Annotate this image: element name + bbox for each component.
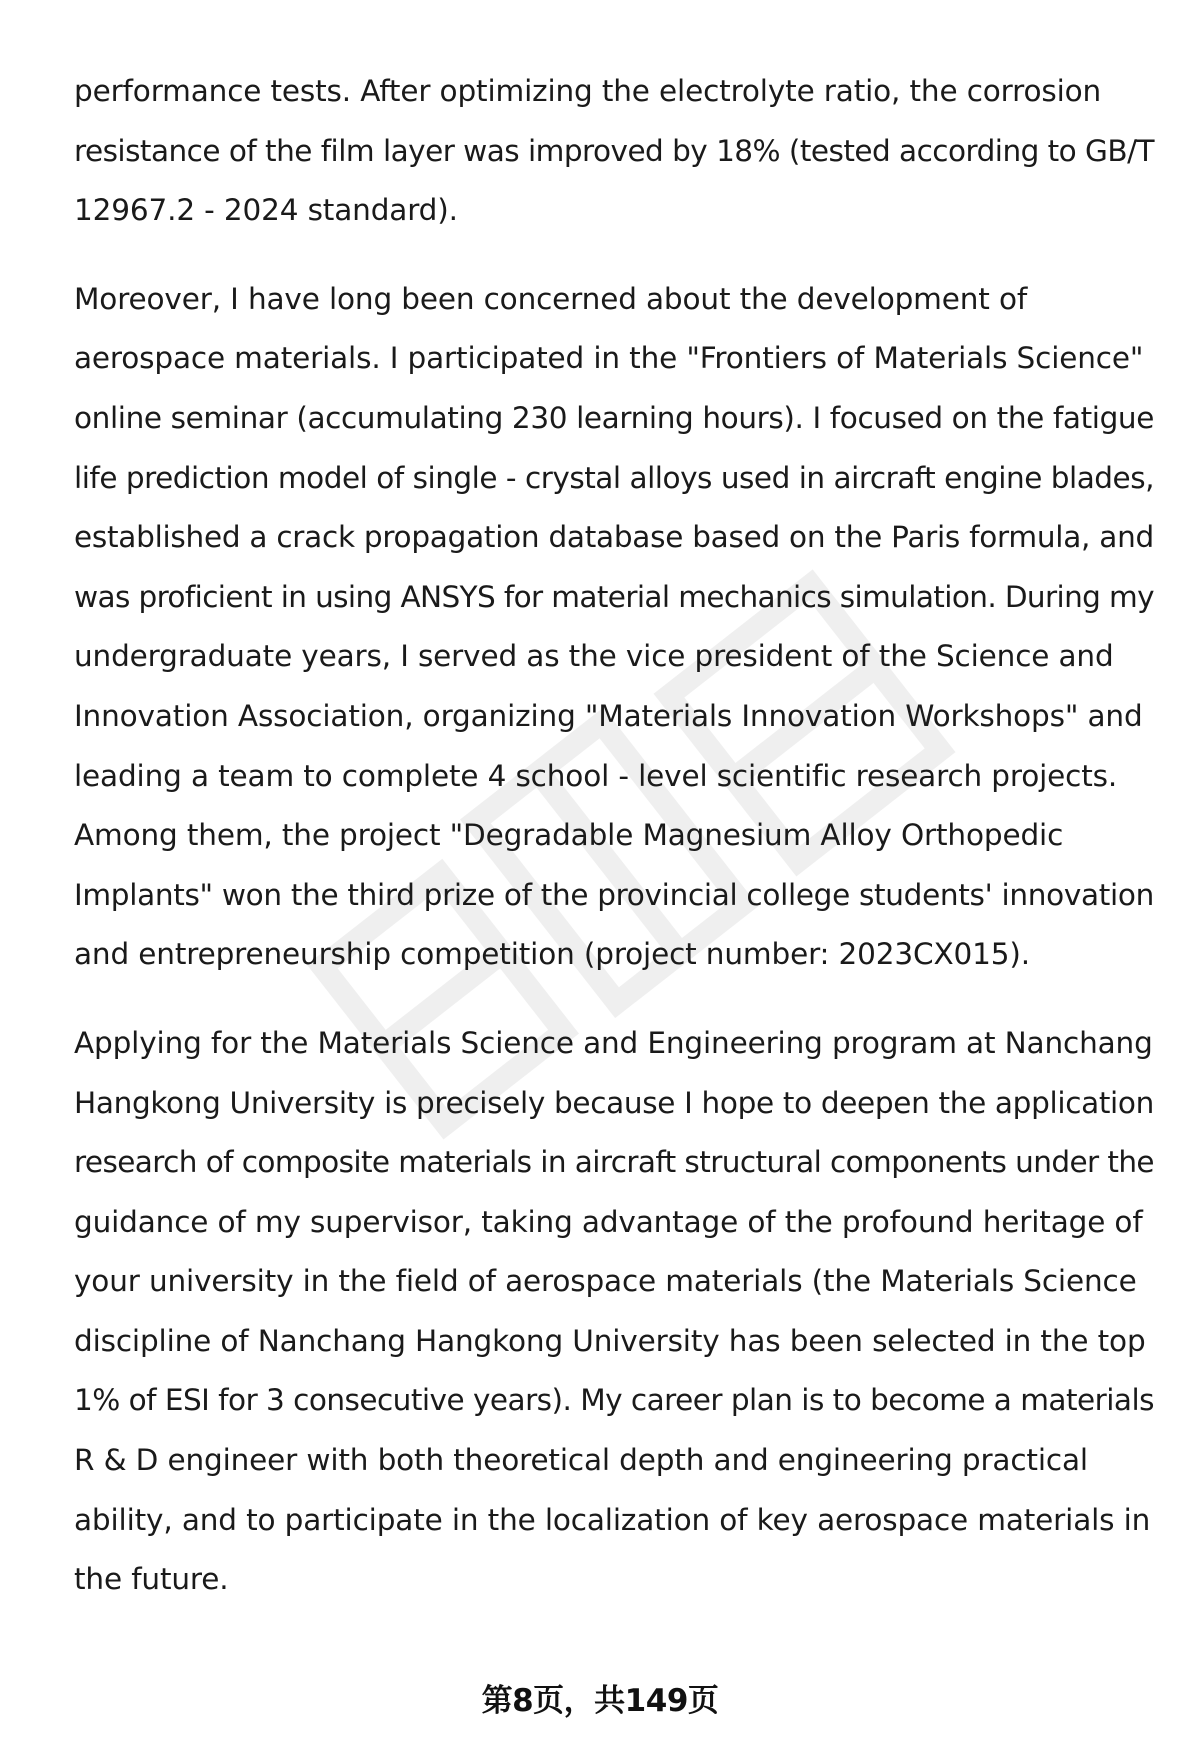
text-line: guidance of my supervisor, taking advantage of the profound heritage of bbox=[74, 1204, 1143, 1239]
text-line: ability, and to participate in the localization of key aerospace materials in bbox=[74, 1502, 1151, 1537]
text-line: 12967.2 - 2024 standard). bbox=[74, 193, 458, 228]
text-line: Among them, the project "Degradable Magnesium Alloy Orthopedic bbox=[74, 818, 1064, 853]
text-line: established a crack propagation database based on the Paris formula, and bbox=[74, 520, 1154, 555]
text-line: online seminar (accumulating 230 learning hours). I focused on the fatigue bbox=[74, 400, 1154, 435]
text-line: was proficient in using ANSYS for material mechanics simulation. During my bbox=[74, 579, 1154, 614]
document-body bbox=[74, 62, 1154, 1639]
text-line: undergraduate years, I served as the vice president of the Science and bbox=[74, 639, 1114, 674]
text-line: your university in the field of aerospace materials (the Materials Science bbox=[74, 1264, 1137, 1299]
text-line: Innovation Association, organizing "Materials Innovation Workshops" and bbox=[74, 698, 1143, 733]
text-line: leading a team to complete 4 school - level scientific research projects. bbox=[74, 758, 1118, 793]
text-line: Moreover, I have long been concerned about the development of bbox=[74, 281, 1028, 316]
text-line: discipline of Nanchang Hangkong University has been selected in the top bbox=[74, 1323, 1146, 1358]
text-line: resistance of the film layer was improved by 18% (tested according to GB/T bbox=[74, 133, 1154, 168]
text-line: life prediction model of single - crystal alloys used in aircraft engine blades, bbox=[74, 460, 1154, 495]
page-number-footer: 第8页，共149页 bbox=[481, 1683, 719, 1719]
text-line: aerospace materials. I participated in the "Frontiers of Materials Science" bbox=[74, 341, 1144, 376]
paragraph-1 bbox=[74, 62, 1154, 241]
text-line: R & D engineer with both theoretical depth and engineering practical bbox=[74, 1443, 1088, 1478]
text-line: and entrepreneurship competition (project number: 2023CX015). bbox=[74, 937, 1030, 972]
text-line: research of composite materials in aircraft structural components under the bbox=[74, 1145, 1154, 1180]
paragraph-2 bbox=[74, 270, 1154, 985]
text-line: 1% of ESI for 3 consecutive years). My career plan is to become a materials bbox=[74, 1383, 1154, 1418]
text-line: performance tests. After optimizing the electrolyte ratio, the corrosion bbox=[74, 74, 1102, 108]
text-line: Applying for the Materials Science and Engineering program at Nanchang bbox=[74, 1025, 1153, 1060]
paragraph-3 bbox=[74, 1014, 1154, 1610]
text-line: the future. bbox=[74, 1562, 229, 1597]
text-line: Implants" won the third prize of the provincial college students' innovation bbox=[74, 877, 1154, 912]
text-line: Hangkong University is precisely because I hope to deepen the application bbox=[74, 1085, 1154, 1120]
